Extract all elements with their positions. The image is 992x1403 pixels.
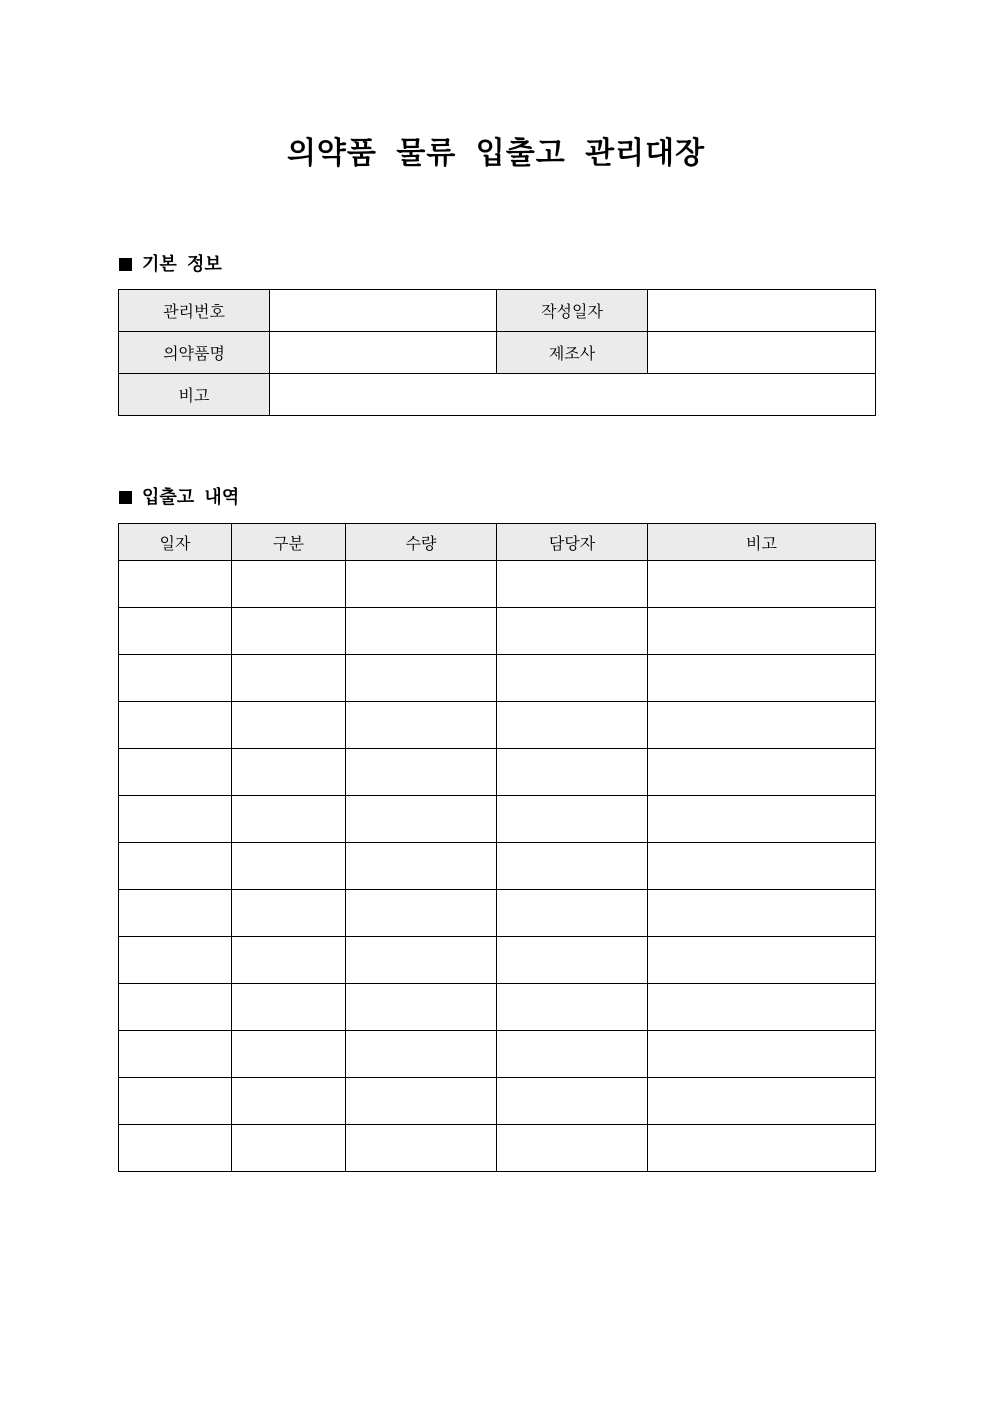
basic-info-table: [118, 289, 876, 416]
table-row: [119, 984, 876, 1031]
cell-type[interactable]: [232, 1078, 346, 1125]
cell-date[interactable]: [119, 984, 232, 1031]
cell-type[interactable]: [232, 890, 346, 937]
cell-manager[interactable]: [497, 702, 648, 749]
cell-manager[interactable]: [497, 984, 648, 1031]
cell-manager[interactable]: [497, 655, 648, 702]
cell-type[interactable]: [232, 749, 346, 796]
cell-quantity[interactable]: [346, 608, 497, 655]
table-row: [119, 608, 876, 655]
cell-manager[interactable]: [497, 749, 648, 796]
black-square-icon: [119, 491, 132, 504]
table-row: [119, 561, 876, 608]
cell-manager[interactable]: [497, 1031, 648, 1078]
cell-manager[interactable]: [497, 1125, 648, 1172]
table-row: [119, 937, 876, 984]
cell-quantity[interactable]: [346, 1031, 497, 1078]
basic-info-row: [119, 332, 876, 374]
basic-info-row: [119, 290, 876, 332]
document-title: 의약품 물류 입출고 관리대장: [286, 136, 706, 171]
cell-remarks[interactable]: [648, 1078, 876, 1125]
column-header-date: 일자: [119, 524, 232, 561]
black-square-icon: [119, 258, 132, 271]
cell-date[interactable]: [119, 843, 232, 890]
cell-date[interactable]: [119, 561, 232, 608]
cell-remarks[interactable]: [648, 984, 876, 1031]
io-history-table: [118, 523, 876, 1172]
cell-type[interactable]: [232, 1125, 346, 1172]
table-row: [119, 749, 876, 796]
written-date-field[interactable]: [648, 290, 876, 332]
cell-manager[interactable]: [497, 937, 648, 984]
cell-quantity[interactable]: [346, 561, 497, 608]
cell-remarks[interactable]: [648, 890, 876, 937]
drug-name-field[interactable]: [270, 332, 497, 374]
cell-quantity[interactable]: [346, 655, 497, 702]
table-row: [119, 1125, 876, 1172]
cell-remarks[interactable]: [648, 655, 876, 702]
cell-remarks[interactable]: [648, 843, 876, 890]
column-header-quantity: 수량: [346, 524, 497, 561]
cell-manager[interactable]: [497, 890, 648, 937]
basic-info-row: [119, 374, 876, 416]
basic-info-heading-text: 기본 정보: [142, 254, 222, 275]
column-header-type: 구분: [232, 524, 346, 561]
cell-remarks[interactable]: [648, 561, 876, 608]
cell-remarks[interactable]: [648, 1031, 876, 1078]
cell-quantity[interactable]: [346, 984, 497, 1031]
cell-date[interactable]: [119, 937, 232, 984]
table-row: [119, 843, 876, 890]
cell-type[interactable]: [232, 608, 346, 655]
cell-type[interactable]: [232, 843, 346, 890]
table-row: [119, 655, 876, 702]
manufacturer-field[interactable]: [648, 332, 876, 374]
cell-quantity[interactable]: [346, 1078, 497, 1125]
cell-manager[interactable]: [497, 843, 648, 890]
management-no-field[interactable]: [270, 290, 497, 332]
cell-manager[interactable]: [497, 1078, 648, 1125]
table-row: [119, 1078, 876, 1125]
written-date-label: 작성일자: [497, 290, 648, 332]
cell-type[interactable]: [232, 984, 346, 1031]
io-history-heading: [119, 485, 239, 511]
cell-date[interactable]: [119, 1031, 232, 1078]
io-history-heading-text: 입출고 내역: [142, 487, 240, 508]
cell-quantity[interactable]: [346, 937, 497, 984]
cell-date[interactable]: [119, 1078, 232, 1125]
table-row: [119, 796, 876, 843]
cell-date[interactable]: [119, 655, 232, 702]
remarks-label: 비고: [119, 374, 270, 416]
cell-quantity[interactable]: [346, 702, 497, 749]
cell-date[interactable]: [119, 702, 232, 749]
cell-type[interactable]: [232, 796, 346, 843]
cell-quantity[interactable]: [346, 796, 497, 843]
table-row: [119, 702, 876, 749]
cell-type[interactable]: [232, 702, 346, 749]
cell-manager[interactable]: [497, 608, 648, 655]
cell-quantity[interactable]: [346, 749, 497, 796]
cell-date[interactable]: [119, 1125, 232, 1172]
column-header-manager: 담당자: [497, 524, 648, 561]
drug-name-label: 의약품명: [119, 332, 270, 374]
cell-remarks[interactable]: [648, 608, 876, 655]
cell-manager[interactable]: [497, 796, 648, 843]
cell-remarks[interactable]: [648, 1125, 876, 1172]
cell-type[interactable]: [232, 937, 346, 984]
table-row: [119, 890, 876, 937]
cell-remarks[interactable]: [648, 937, 876, 984]
table-row: [119, 1031, 876, 1078]
basic-info-heading: [119, 252, 222, 278]
io-header-row: [119, 524, 876, 561]
column-header-remarks: 비고: [648, 524, 876, 561]
cell-remarks[interactable]: [648, 749, 876, 796]
cell-date[interactable]: [119, 890, 232, 937]
cell-quantity[interactable]: [346, 1125, 497, 1172]
cell-quantity[interactable]: [346, 890, 497, 937]
management-no-label: 관리번호: [119, 290, 270, 332]
cell-type[interactable]: [232, 655, 346, 702]
remarks-field[interactable]: [270, 374, 876, 416]
manufacturer-label: 제조사: [497, 332, 648, 374]
cell-remarks[interactable]: [648, 796, 876, 843]
cell-date[interactable]: [119, 749, 232, 796]
cell-date[interactable]: [119, 796, 232, 843]
cell-type[interactable]: [232, 1031, 346, 1078]
cell-quantity[interactable]: [346, 843, 497, 890]
cell-type[interactable]: [232, 561, 346, 608]
cell-manager[interactable]: [497, 561, 648, 608]
cell-date[interactable]: [119, 608, 232, 655]
cell-remarks[interactable]: [648, 702, 876, 749]
io-table-body: [119, 561, 876, 1172]
